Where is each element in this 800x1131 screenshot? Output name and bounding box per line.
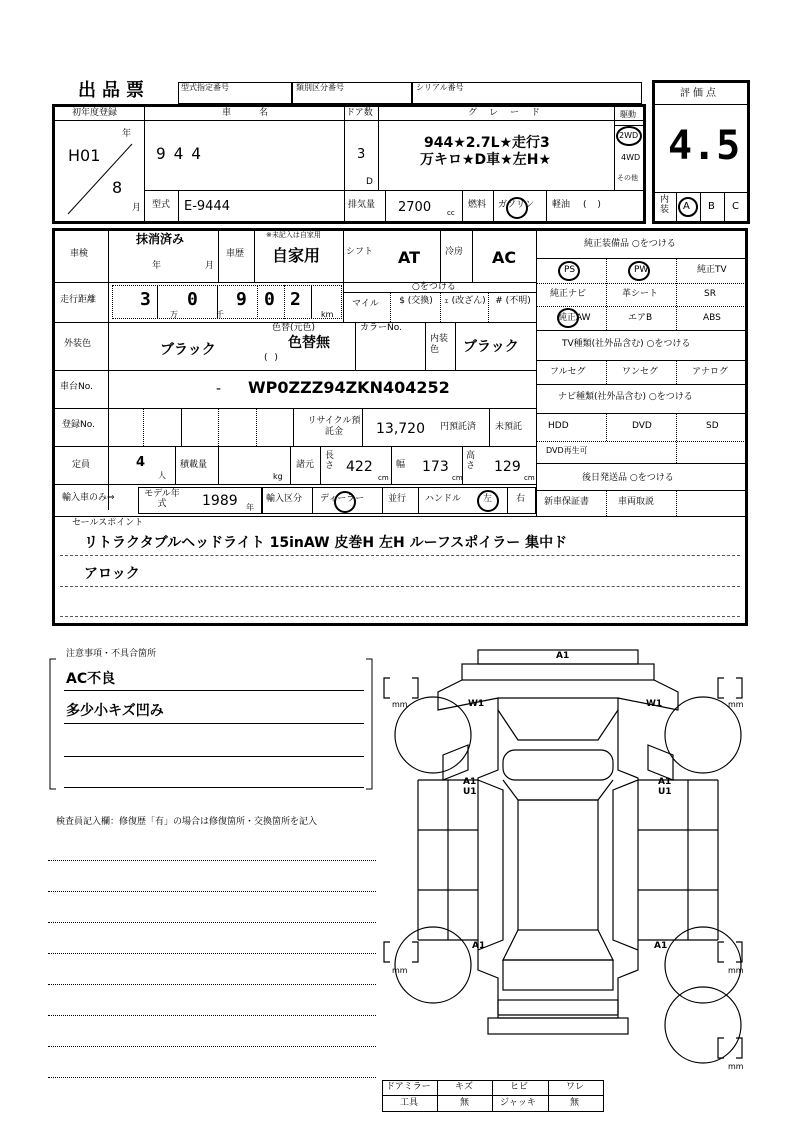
chassis-label: 車台No.	[60, 382, 93, 392]
handle-right: 右	[516, 494, 526, 504]
exterior-color-label: 外装色	[64, 339, 92, 349]
drive-2wd: 2WD	[619, 131, 639, 140]
grade-label: グレード	[468, 108, 553, 118]
sen-unit: 千	[216, 310, 224, 319]
history-label: 車歴	[226, 249, 245, 259]
mileage-exchange: $ (交換)	[399, 296, 433, 306]
first-reg-month: 8	[112, 178, 123, 197]
navi-dvd-play: DVD再生可	[546, 446, 588, 455]
dmg-a1-rear-left: A1	[472, 941, 486, 951]
serial-label: シリアル番号	[416, 83, 464, 92]
exterior-color-value: ブラック	[160, 342, 216, 358]
sales-point-line1: リトラクタブルヘッドライト 15inAW 皮巻H 左H ルーフスポイラー 集中ド	[84, 535, 568, 551]
color-change-value: 色替無	[288, 335, 330, 351]
notes-line1: AC不良	[66, 671, 116, 687]
interior-color-label: 内装色	[430, 334, 449, 355]
model-year-value: 1989	[202, 493, 238, 509]
handle-left: 左	[483, 494, 493, 504]
displacement-label: 排気量	[348, 200, 376, 210]
door-suffix: D	[366, 177, 373, 187]
history-value: 自家用	[272, 246, 321, 265]
mileage-digit-3: 9	[236, 289, 247, 310]
color-change-label: 色替(元色)	[272, 323, 316, 333]
mm-rr: mm	[728, 966, 744, 975]
inspection-tsuki: 月	[205, 261, 215, 271]
height-label: 高さ	[466, 451, 476, 471]
grade-line1: 944★2.7L★走行3	[424, 135, 550, 151]
handle-label: ハンドル	[425, 494, 462, 504]
cc-unit: cc	[447, 209, 455, 217]
mileage-digit-4: 0	[264, 289, 275, 310]
mm-fl: mm	[392, 700, 408, 709]
car-damage-diagram	[378, 640, 758, 1080]
equip-sr: SR	[704, 289, 716, 299]
mm-spare: mm	[728, 1062, 744, 1071]
fuel-diesel: 軽油	[552, 200, 571, 210]
recycle-not-deposited: 未預託	[495, 422, 523, 432]
fuel-paren: ( )	[583, 200, 605, 210]
navi-hdd: HDD	[548, 421, 569, 431]
first-reg-label: 初年度登録	[72, 108, 118, 118]
model-year-nen: 年	[246, 503, 254, 512]
mileage-mile: マイル	[352, 299, 379, 309]
dmg-a1u1-right: A1 U1	[658, 777, 672, 797]
shift-label: シフト	[346, 247, 374, 257]
doors-label: ドア数	[346, 108, 373, 118]
navi-dvd: DVD	[632, 421, 652, 431]
width-value: 173	[422, 459, 449, 475]
kg-unit: kg	[273, 472, 283, 481]
eval-label: 評価点	[680, 88, 719, 99]
height-value: 129	[494, 459, 521, 475]
shift-value: AT	[398, 248, 421, 267]
legend-tools-value: 無	[460, 1098, 470, 1108]
length-value: 422	[346, 459, 373, 475]
equipment-title: 純正装備品 ○をつける	[584, 239, 676, 249]
notes-line2: 多少小キズ凹み	[66, 703, 164, 719]
legend-tools: 工具	[400, 1098, 419, 1108]
drive-4wd: 4WD	[621, 153, 641, 162]
chassis-dash: -	[216, 381, 222, 397]
navi-title: ナビ種類(社外品含む) ○をつける	[558, 392, 693, 402]
navi-sd: SD	[706, 421, 719, 431]
equip-airbag: エアB	[628, 313, 653, 323]
cooler-label: 冷房	[445, 247, 464, 257]
cm-unit-3: cm	[524, 474, 535, 482]
equip-pw: PW	[634, 265, 649, 275]
man-unit: 万	[170, 310, 178, 319]
import-dealer: ディーラー	[320, 494, 365, 504]
mileage-modified: ｪ (改ざん)	[444, 296, 486, 306]
dmg-a1u1-left: A1 U1	[463, 777, 477, 797]
first-reg-era-year: H01	[68, 146, 101, 165]
km-unit: km	[321, 310, 334, 319]
dmg-a1-front: A1	[556, 651, 570, 661]
model-value: E-9444	[184, 199, 230, 214]
displacement-value: 2700	[398, 200, 432, 215]
import-parallel: 並行	[388, 494, 407, 504]
legend-jack: ジャッキ	[500, 1098, 536, 1108]
recycle-label: リサイクル預託金	[307, 416, 361, 437]
car-name: 944	[156, 144, 209, 163]
inspection-nen: 年	[152, 261, 162, 271]
mileage-unknown: # (不明)	[495, 296, 531, 306]
dmg-w1-right: W1	[646, 699, 663, 709]
legend-hibi: ヒビ	[510, 1082, 529, 1092]
notes-label: 注意事項・不具合箇所	[66, 649, 157, 659]
mileage-digit-2: 0	[187, 289, 198, 310]
mm-rl: mm	[392, 966, 408, 975]
fuel-label: 燃料	[468, 200, 487, 210]
registration-label: 登録No.	[62, 420, 95, 430]
tv-analog: アナログ	[692, 367, 729, 377]
cm-unit-2: cm	[452, 474, 463, 482]
fuel-gasoline: ガソリン	[498, 200, 535, 210]
tsuki-label: 月	[132, 203, 142, 213]
grade-line2: 万キロ★D車★左H★	[420, 152, 551, 168]
tv-oneseg: ワンセグ	[622, 367, 659, 377]
color-no-label: カラーNo.	[360, 323, 402, 333]
equip-aw: 純正AW	[558, 313, 591, 323]
chassis-value: WP0ZZZ94ZKN404252	[248, 378, 450, 397]
dmg-w1-left: W1	[468, 699, 485, 709]
capacity-label: 定員	[72, 460, 91, 470]
dims-label: 諸元	[296, 460, 315, 470]
length-label: 長さ	[325, 451, 335, 471]
ruibetsu-label: 類別区分番号	[296, 83, 344, 92]
capacity-value: 4	[136, 455, 146, 470]
mileage-digit-5: 2	[290, 289, 301, 310]
mileage-label: 走行距離	[60, 295, 97, 305]
width-label: 幅	[396, 460, 406, 470]
cm-unit-1: cm	[378, 474, 389, 482]
interior-label: 内装	[660, 195, 670, 215]
interior-grade-c: C	[732, 201, 739, 212]
legend-jack-value: 無	[570, 1098, 580, 1108]
date-slash	[60, 140, 140, 220]
drive-label: 駆動	[620, 110, 636, 119]
drive-other: その他	[617, 174, 638, 182]
model-year-label: モデル年式	[144, 489, 180, 509]
nen-label: 年	[122, 129, 132, 139]
later-manual: 車両取説	[618, 497, 655, 507]
model-label: 型式	[152, 200, 171, 210]
interior-grade-a: A	[683, 201, 690, 212]
recycle-value: 13,720	[376, 421, 425, 437]
equip-leather: 革シート	[622, 289, 659, 299]
inspection-label: 車検	[70, 249, 89, 259]
equip-ps: PS	[564, 265, 576, 275]
equip-abs: ABS	[703, 313, 721, 323]
nin-unit: 人	[158, 471, 166, 480]
equip-tv: 純正TV	[697, 265, 727, 275]
inspector-label: 検査員記入欄：修復歴「有」の場合は修復箇所・交換箇所を記入	[56, 817, 318, 827]
legend-ware: ワレ	[566, 1082, 585, 1092]
color-change-paren: ( )	[264, 353, 280, 363]
mm-fr: mm	[728, 700, 744, 709]
import-label: 輸入車のみ⇒	[62, 493, 115, 503]
legend-kizu: キズ	[455, 1082, 473, 1092]
dmg-a1-rear-right: A1	[654, 941, 668, 951]
later-title: 後日発送品 ○をつける	[582, 473, 674, 483]
doors-value: 3	[357, 147, 366, 162]
mileage-digit-1: 3	[140, 289, 151, 310]
inspection-value: 抹消済み	[136, 232, 185, 246]
sales-point-label: セールスポイント	[72, 518, 144, 528]
sales-point-line2: アロック	[84, 566, 140, 582]
form-title: 出品票	[78, 80, 150, 101]
tv-title: TV種類(社外品含む) ○をつける	[562, 339, 691, 349]
interior-grade-b: B	[708, 201, 715, 212]
load-label: 積載量	[180, 460, 208, 470]
equip-navi: 純正ナビ	[550, 289, 587, 299]
interior-color-value: ブラック	[463, 339, 519, 355]
cooler-value: AC	[492, 248, 517, 267]
later-warranty: 新車保証書	[544, 497, 590, 507]
tv-fullseg: フルセグ	[550, 367, 586, 377]
history-note: ※未記入は自家用	[266, 231, 321, 239]
eval-score: 4.5	[668, 123, 741, 169]
car-name-label: 車名	[222, 108, 297, 118]
mileage-circle-note: ○をつける	[412, 282, 456, 292]
import-kubun-label: 輸入区分	[266, 494, 303, 504]
recycle-deposited: 円預託済	[440, 422, 477, 432]
legend-door-mirror: ドアミラー	[386, 1082, 431, 1092]
katashiki-label: 型式指定番号	[181, 83, 229, 92]
